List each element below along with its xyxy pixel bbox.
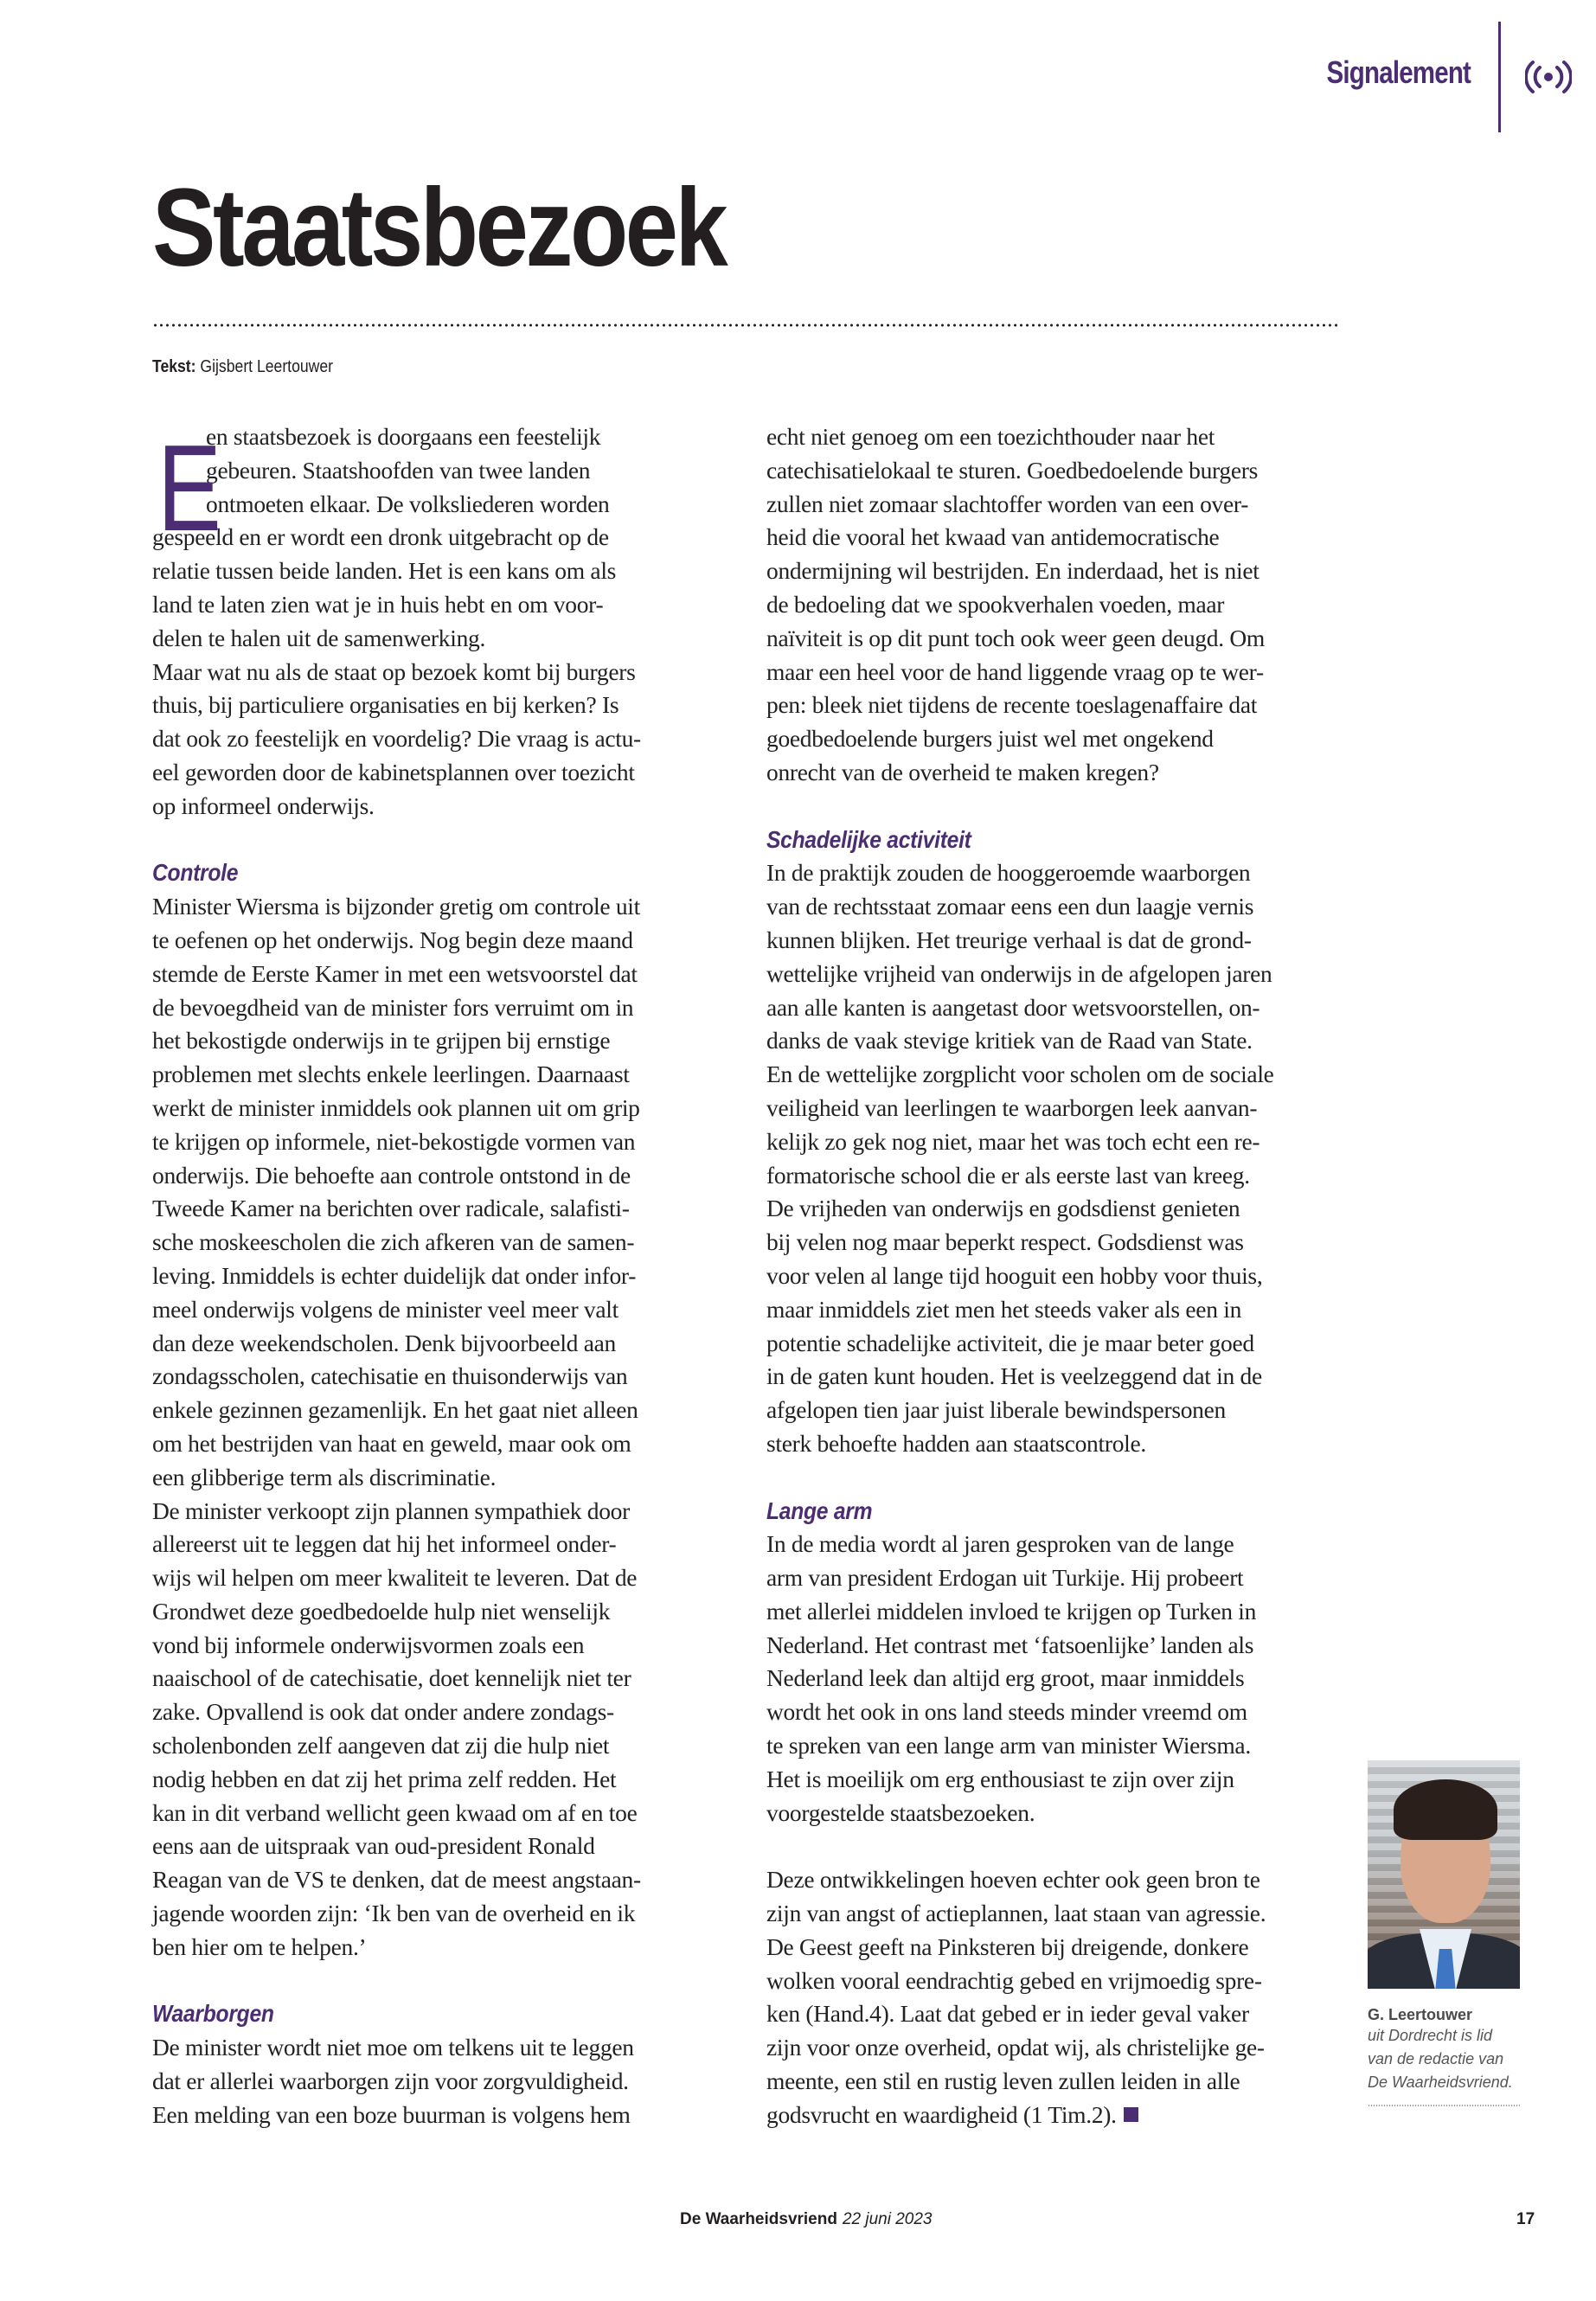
section-header	[1207, 22, 1596, 134]
text-line: catechisatielokaal te sturen. Goedbedoelende burgers	[766, 456, 1259, 484]
text-line: gebeuren. Staatshoofden van twee landen	[206, 456, 591, 484]
text-line: zake. Opvallend is ook dat onder andere zondags-	[152, 1698, 614, 1726]
text-line: dan deze weekendscholen. Denk bijvoorbeeld aan	[152, 1329, 616, 1356]
text-line: met allerlei middelen invloed te krijgen op Turken in	[766, 1597, 1257, 1625]
text-line: zijn voor onze overheid, opdat wij, als christelijke ge-	[766, 2034, 1265, 2061]
text-line: enkele gezinnen gezamenlijk. En het gaat niet alleen	[152, 1396, 638, 1424]
byline-author: Gijsbert Leertouwer	[200, 357, 334, 376]
text-line: dat er allerlei waarborgen zijn voor zorgvuldigheid.	[152, 2067, 629, 2095]
footer-publication	[680, 2210, 933, 2229]
text-line: De minister verkoopt zijn plannen sympathiek door	[152, 1497, 630, 1524]
text-line-final	[766, 2099, 1363, 2132]
text-line: ben hier om te helpen.’	[152, 1932, 367, 1960]
article-title: Staatsbezoek	[152, 166, 726, 290]
text-line: goedbedoelende burgers juist wel met ongekend	[766, 725, 1214, 753]
section-lange-arm	[766, 1528, 1363, 1830]
text-line: potentie schadelijke activiteit, die je maar beter goed	[766, 1329, 1254, 1356]
text-line: De Geest geeft na Pinksteren bij dreigende, donkere	[766, 1932, 1249, 1960]
text-line: Deze ontwikkelingen hoeven echter ook geen bron te	[766, 1866, 1260, 1894]
text-line: zullen niet zomaar slachtoffer worden van een over-	[766, 490, 1249, 517]
text-line: eens aan de uitspraak van oud-president Ronald	[152, 1832, 595, 1860]
text-line: kunnen blijken. Het treurige verhaal is dat de grond-	[766, 926, 1252, 953]
text-line: te spreken van een lange arm van minister Wiersma.	[766, 1732, 1251, 1759]
text-line: ontmoeten elkaar. De volksliederen worden	[206, 490, 610, 517]
publication-name: De Waarheidsvriend	[680, 2210, 837, 2228]
text-line: maar een heel voor de hand liggende vraag op te wer-	[766, 657, 1264, 685]
publication-date: 22 juni 2023	[842, 2210, 933, 2228]
text-line: kelijk zo gek nog niet, maar het was toch echt een re-	[766, 1127, 1260, 1155]
text-line: onrecht van de overheid te maken kregen?	[766, 758, 1159, 785]
author-description	[1368, 2024, 1522, 2094]
text-line: wijs wil helpen om meer kwaliteit te leveren. Dat de	[152, 1564, 638, 1592]
text-line: In de media wordt al jaren gesproken van de lange	[766, 1530, 1234, 1558]
subheading-controle: Controle	[152, 859, 239, 887]
byline	[152, 357, 333, 377]
text-line: stemde de Eerste Kamer in met een wetsvoorstel dat	[152, 959, 638, 987]
text-line: het bekostigde onderwijs in te grijpen bij ernstige	[152, 1027, 611, 1054]
section-label: Signalement	[1326, 54, 1471, 90]
subheading-schadelijke-activiteit: Schadelijke activiteit	[766, 825, 971, 853]
text-line: En de wettelijke zorgplicht voor scholen om de sociale	[766, 1061, 1274, 1088]
text-line: kan in dit verband wellicht geen kwaad om af en toe	[152, 1798, 638, 1826]
text-line: bij velen nog maar beperkt respect. Godsdienst was	[766, 1228, 1244, 1256]
text-line: De minister wordt niet moe om telkens uit te leggen	[152, 2034, 634, 2061]
author-name: G. Leertouwer	[1368, 2006, 1473, 2023]
text-line: de bedoeling dat we spookverhalen voeden, maar	[766, 590, 1225, 618]
text-line: allereerst uit te leggen dat hij het informeel onder-	[152, 1530, 617, 1558]
subheading-waarborgen: Waarborgen	[152, 2000, 274, 2028]
text-line: formatorische school die er als eerste last van kreeg.	[766, 1161, 1250, 1189]
text-line: en staatsbezoek is doorgaans een feestelijk	[206, 423, 601, 450]
author-box	[1368, 1760, 1522, 2106]
text-line: relatie tussen beide landen. Het is een kans om als	[152, 557, 617, 585]
page-footer	[0, 2210, 1596, 2236]
text-line: zondagsscholen, catechisatie en thuisonderwijs van	[152, 1362, 628, 1390]
closing-paragraph	[766, 1863, 1363, 2131]
text-line: In de praktijk zouden de hooggeroemde waarborgen	[766, 859, 1251, 887]
text-line: sterk behoefte hadden aan staatscontrole.	[766, 1429, 1146, 1457]
text-line: veiligheid van leerlingen te waarborgen leek aanvan-	[766, 1093, 1258, 1121]
text-line: Tweede Kamer na berichten over radicale, salafisti-	[152, 1195, 630, 1222]
continuation-paragraph	[766, 420, 1363, 790]
section-waarborgen	[152, 2031, 749, 2131]
author-desc-line: uit Dordrecht is lid	[1368, 2027, 1493, 2044]
text-line: vond bij informele onderwijsvormen zoals een	[152, 1631, 585, 1658]
text-line: pen: bleek niet tijdens de recente toeslagenaffaire dat	[766, 691, 1258, 719]
author-portrait	[1368, 1760, 1520, 1989]
text-line: Nederland. Het contrast met ‘fatsoenlijke’ landen als	[766, 1631, 1254, 1658]
section-controle	[152, 890, 749, 1965]
text-line: ondermijning wil bestrijden. En inderdaad, het is niet	[766, 557, 1259, 585]
text-line: nodig hebben en dat zij het prima zelf redden. Het	[152, 1765, 617, 1792]
text-line: gespeeld en er wordt een dronk uitgebracht op de	[152, 523, 609, 551]
author-desc-line: van de redactie van	[1368, 2050, 1504, 2067]
section-schadelijke-activiteit	[766, 856, 1363, 1460]
text-line: leving. Inmiddels is echter duidelijk dat onder infor-	[152, 1261, 637, 1289]
text-line: arm van president Erdogan uit Turkije. Hij probeert	[766, 1564, 1244, 1592]
title-divider	[152, 324, 1337, 327]
text-line: heid die vooral het kwaad van antidemocratische	[766, 523, 1220, 551]
text-line: wettelijke vrijheid van onderwijs in de afgelopen jaren	[766, 959, 1272, 987]
author-desc-line: De Waarheidsvriend.	[1368, 2073, 1513, 2091]
text-line: naaischool of de catechisatie, doet kennelijk niet ter	[152, 1664, 631, 1692]
text-line: godsvrucht en waardigheid (1 Tim.2).	[766, 2100, 1117, 2128]
text-line: scholenbonden zelf aangeven dat zij die hulp niet	[152, 1732, 610, 1759]
text-line: voorgestelde staatsbezoeken.	[766, 1798, 1035, 1826]
text-line: Minister Wiersma is bijzonder gretig om controle uit	[152, 893, 640, 920]
text-line: naïviteit is op dit punt toch ook weer geen deugd. Om	[766, 624, 1265, 651]
header-divider	[1498, 22, 1501, 132]
text-line: de bevoegdheid van de minister fors verruimt om in	[152, 993, 634, 1021]
text-line: eel geworden door de kabinetsplannen over toezicht	[152, 758, 635, 785]
text-line: land te laten zien wat je in huis hebt en om voor-	[152, 590, 604, 618]
text-line: zijn van angst of actieplannen, laat staan van agressie.	[766, 1900, 1266, 1927]
text-line: meel onderwijs volgens de minister veel meer valt	[152, 1295, 619, 1323]
author-divider	[1368, 2105, 1520, 2106]
text-line: sche moskeescholen die zich afkeren van de samen-	[152, 1228, 635, 1256]
text-line: Een melding van een boze buurman is volgens hem	[152, 2100, 631, 2128]
text-line: jagende woorden zijn: ‘Ik ben van de overheid en ik	[152, 1900, 636, 1927]
text-line: maar inmiddels ziet men het steeds vaker als een in	[766, 1295, 1242, 1323]
text-line: in de gaten kunt houden. Het is veelzeggend dat in de	[766, 1362, 1262, 1390]
article-column-left	[152, 420, 749, 2132]
text-line: Reagan van de VS te denken, dat de meest angstaan-	[152, 1866, 641, 1894]
text-line: te oefenen op het onderwijs. Nog begin deze maand	[152, 926, 633, 953]
text-line: danks de vaak stevige kritiek van de Raad van State.	[766, 1027, 1253, 1054]
text-line: thuis, bij particuliere organisaties en bij kerken? Is	[152, 691, 619, 719]
text-line: delen te halen uit de samenwerking.	[152, 624, 486, 651]
page-number: 17	[1516, 2210, 1535, 2228]
text-line: ken (Hand.4). Laat dat gebed er in ieder geval vaker	[766, 2000, 1249, 2028]
text-line: wordt het ook in ons land steeds minder vreemd om	[766, 1698, 1247, 1726]
text-line: voor velen al lange tijd hooguit een hobby voor thuis,	[766, 1261, 1263, 1289]
text-line: Nederland leek dan altijd erg groot, maar inmiddels	[766, 1664, 1245, 1692]
text-line: onderwijs. Die behoefte aan controle ontstond in de	[152, 1161, 631, 1189]
text-line: dat ook zo feestelijk en voordelig? Die vraag is actu-	[152, 725, 641, 753]
text-line: op informeel onderwijs.	[152, 792, 375, 819]
text-line: te krijgen op informele, niet-bekostigde vormen van	[152, 1127, 636, 1155]
article-column-right	[766, 420, 1363, 2132]
end-of-article-square-icon	[1124, 2107, 1138, 2122]
text-line: De vrijheden van onderwijs en godsdienst genieten	[766, 1195, 1240, 1222]
broadcast-signal-icon	[1525, 60, 1572, 94]
text-line: problemen met slechts enkele leerlingen. Daarnaast	[152, 1061, 630, 1088]
text-line: Maar wat nu als de staat op bezoek komt bij burgers	[152, 657, 636, 685]
subheading-lange-arm: Lange arm	[766, 1497, 873, 1524]
text-line: wolken vooral eendrachtig gebed en vrijmoedig spre-	[766, 1966, 1262, 1994]
text-line: werkt de minister inmiddels ook plannen uit om grip	[152, 1093, 640, 1121]
text-line: om het bestrijden van haat en geweld, maar ook om	[152, 1429, 631, 1457]
text-line: van de rechtsstaat zomaar eens een dun laagje vernis	[766, 893, 1254, 920]
text-line: Grondwet deze goedbedoelde hulp niet wenselijk	[152, 1597, 611, 1625]
text-line: echt niet genoeg om een toezichthouder naar het	[766, 423, 1215, 450]
text-line: afgelopen tien jaar juist liberale bewindspersonen	[766, 1396, 1226, 1424]
text-line: een glibberige term als discriminatie.	[152, 1463, 497, 1490]
intro-paragraph	[152, 420, 749, 824]
text-line: meente, een stil en rustig leven zullen leiden in alle	[766, 2067, 1240, 2095]
text-line: aan alle kanten is aangetast door wetsvoorstellen, on-	[766, 993, 1260, 1021]
text-line: Het is moeilijk om erg enthousiast te zijn over zijn	[766, 1765, 1234, 1792]
byline-label: Tekst:	[152, 357, 196, 376]
drop-cap: E	[157, 420, 221, 557]
paragraph-gap	[766, 1830, 1363, 1863]
